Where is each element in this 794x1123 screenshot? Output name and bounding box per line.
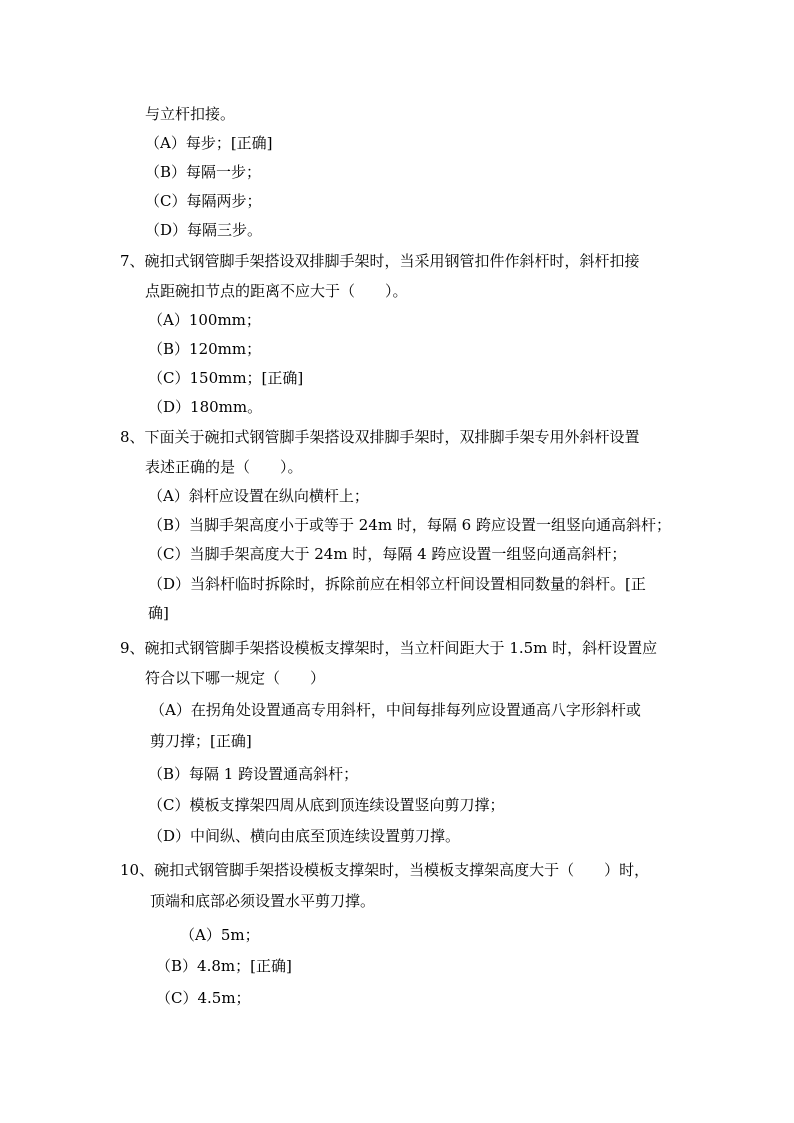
option-line: （B）120mm； [148, 340, 262, 358]
option-line: （A）5m； [180, 926, 260, 944]
option-line: （D）每隔三步。 [145, 221, 263, 239]
option-line: （C）模板支撑架四周从底到顶连续设置竖向剪刀撑； [148, 796, 505, 814]
question-line: 8、下面关于碗扣式钢管脚手架搭设双排脚手架时，双排脚手架专用外斜杆设置 [120, 428, 640, 446]
option-line: （B）每隔一步； [145, 163, 262, 181]
option-line: （A）斜杆应设置在纵向横杆上； [148, 487, 369, 505]
question-line: 9、碗扣式钢管脚手架搭设模板支撑架时，当立杆间距大于 1.5m 时，斜杆设置应 [120, 639, 658, 657]
question-line: 点距碗扣节点的距离不应大于（ ）。 [145, 282, 408, 300]
option-line: （B）每隔 1 跨设置通高斜杆； [148, 765, 359, 783]
option-line: 确] [148, 604, 169, 622]
option-line: 剪刀撑；[正确] [150, 732, 252, 750]
option-line: （A）在拐角处设置通高专用斜杆，中间每排每列应设置通高八字形斜杆或 [150, 701, 641, 719]
option-line: （D）当斜杆临时拆除时，拆除前应在相邻立杆间设置相同数量的斜杆。[正 [148, 575, 646, 593]
text-line: 与立杆扣接。 [145, 105, 236, 123]
question-line: 顶端和底部必须设置水平剪刀撑。 [150, 892, 376, 910]
question-line: 7、碗扣式钢管脚手架搭设双排脚手架时，当采用钢管扣件作斜杆时，斜杆扣接 [120, 252, 640, 270]
option-line: （A）每步；[正确] [145, 134, 273, 152]
option-line: （C）当脚手架高度大于 24m 时，每隔 4 跨应设置一组竖向通高斜杆； [148, 545, 627, 563]
option-line: （D）中间纵、横向由底至顶连续设置剪刀撑。 [148, 827, 461, 845]
question-line: 10、碗扣式钢管脚手架搭设模板支撑架时，当模板支撑架高度大于（ ）时， [120, 861, 650, 879]
option-line: （C）每隔两步； [145, 192, 262, 210]
option-line: （B）当脚手架高度小于或等于 24m 时，每隔 6 跨应设置一组竖向通高斜杆； [148, 516, 671, 534]
option-line: （D）180mm。 [148, 398, 263, 416]
option-line: （B）4.8m；[正确] [156, 957, 292, 975]
option-line: （A）100mm； [148, 311, 261, 329]
option-line: （C）150mm；[正确] [148, 369, 304, 387]
question-line: 符合以下哪一规定（ ） [145, 669, 326, 687]
question-line: 表述正确的是（ ）。 [145, 458, 303, 476]
option-line: （C）4.5m； [156, 989, 251, 1007]
